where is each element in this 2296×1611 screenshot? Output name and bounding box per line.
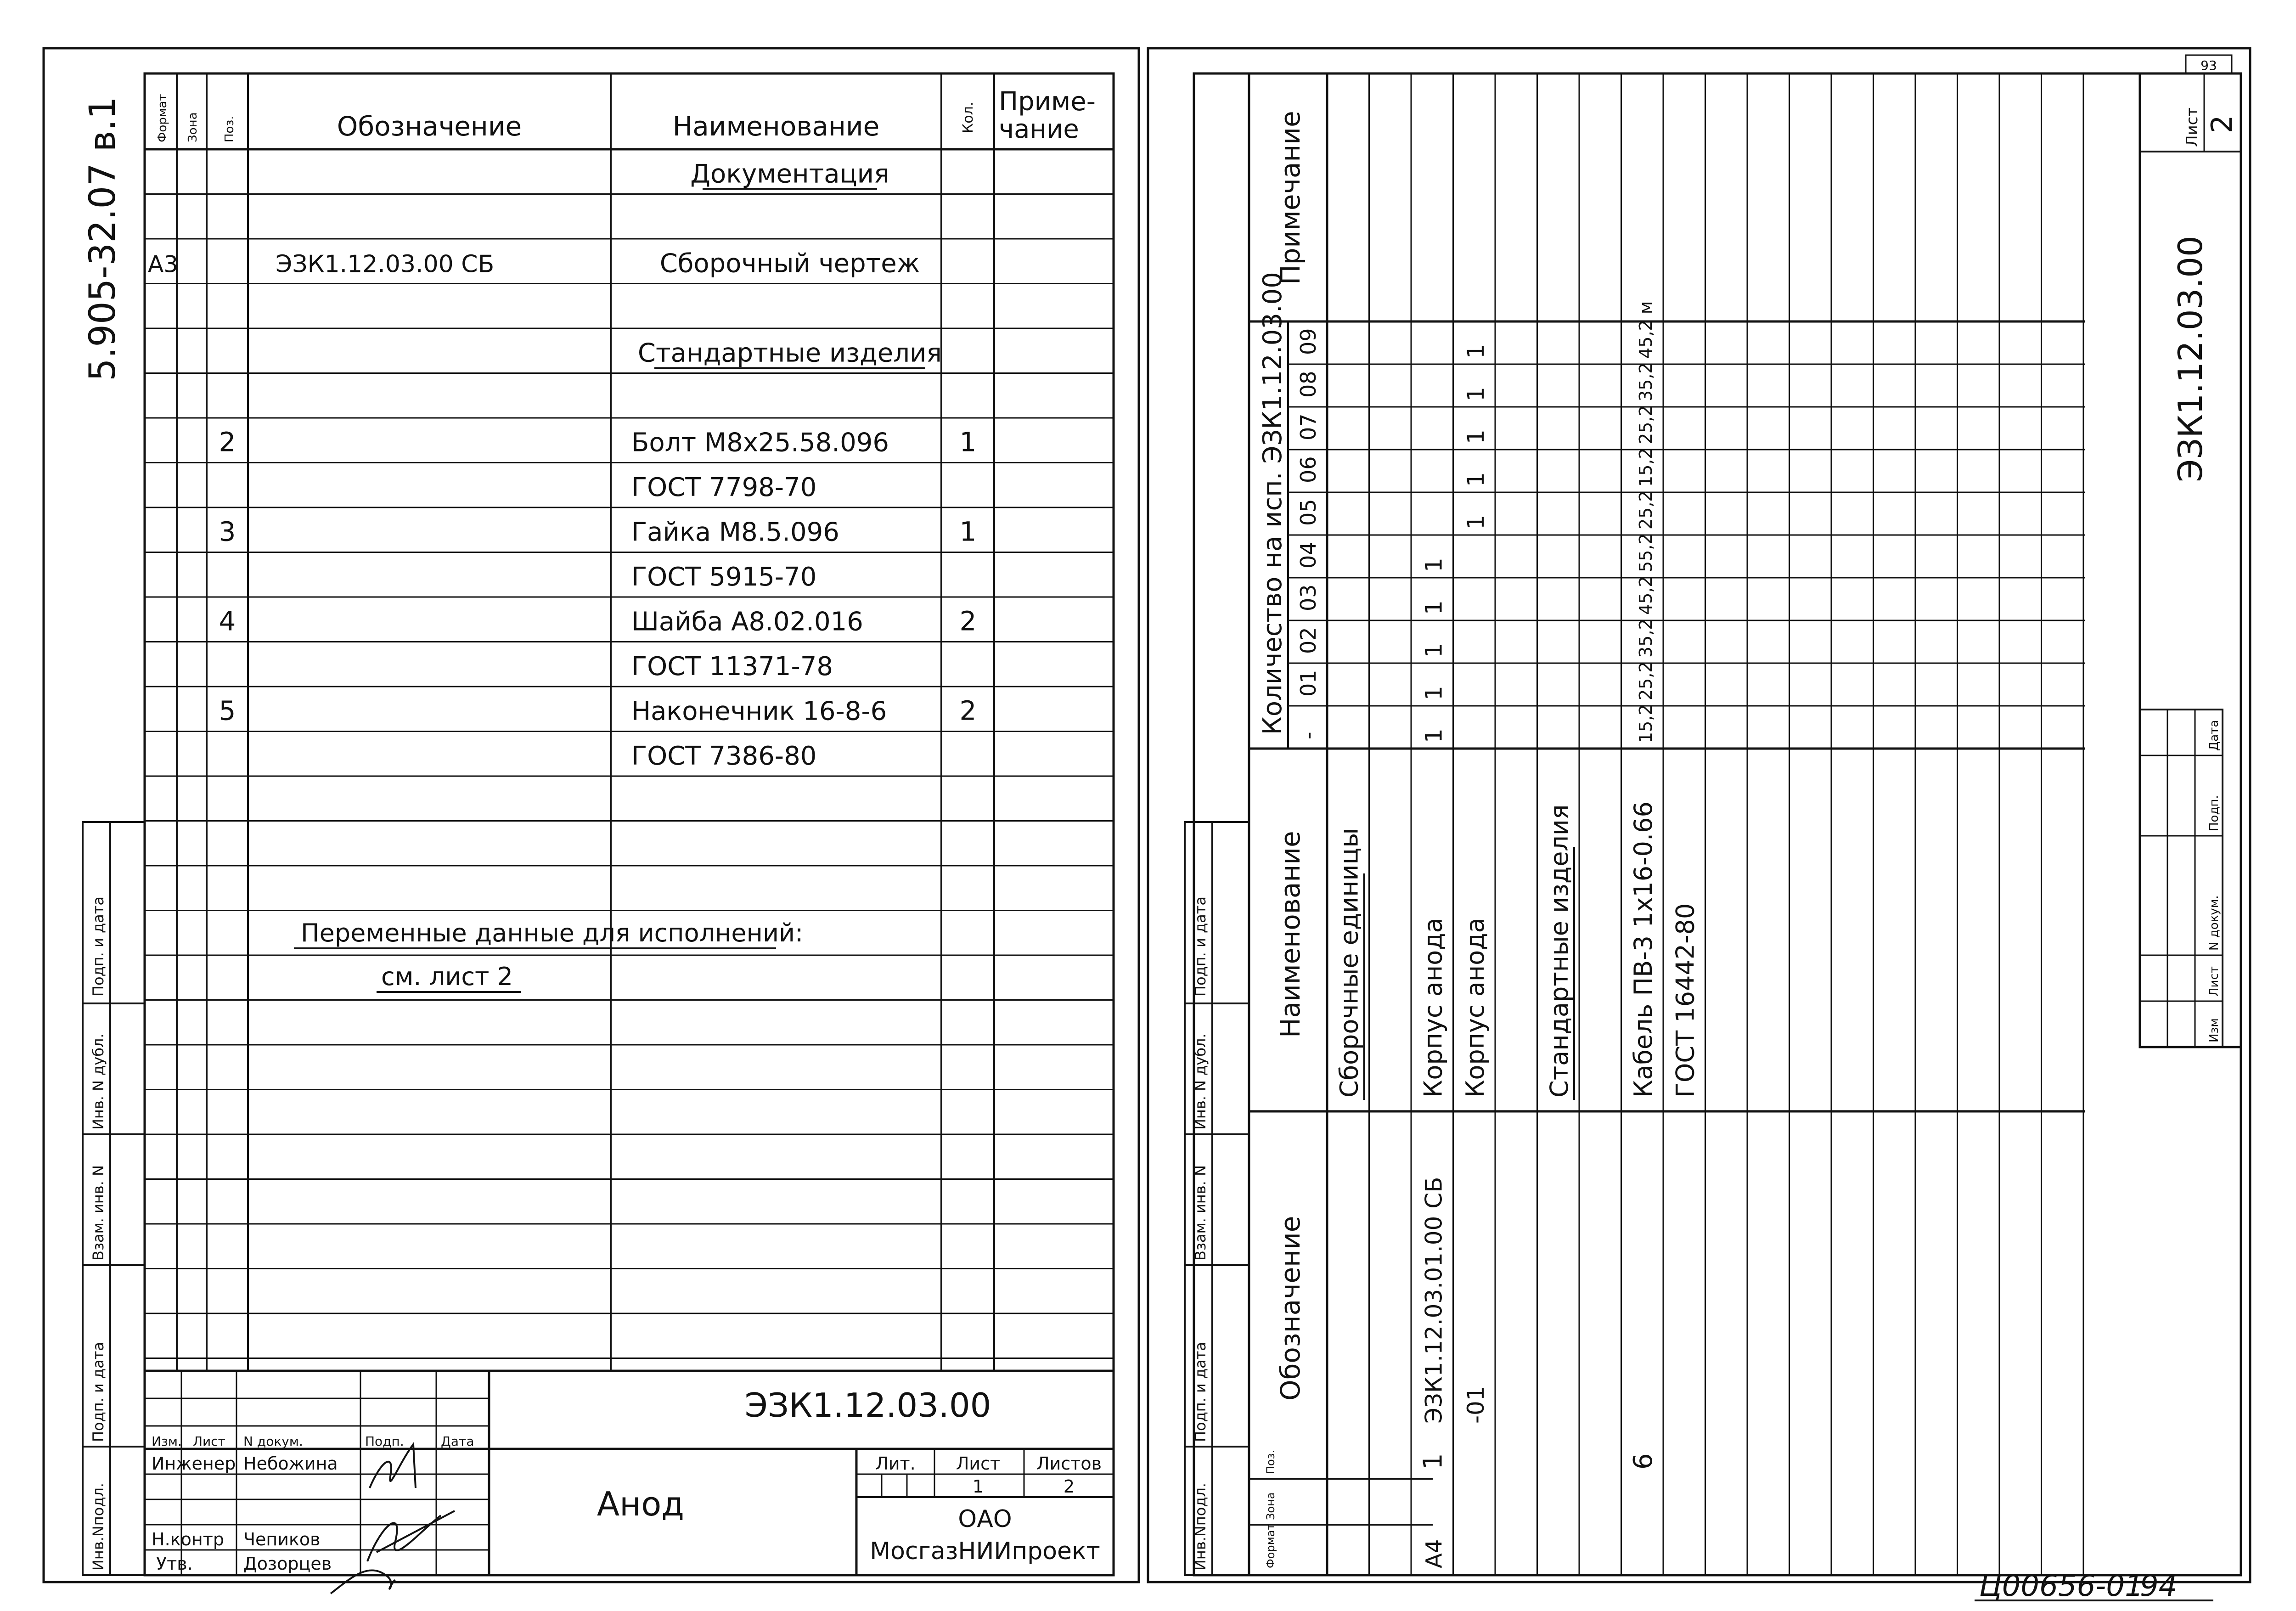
variant-header: 03 [1296,584,1321,611]
variant-header: 07 [1296,413,1321,440]
name-utv: Дозорцев [243,1554,332,1574]
r-col-header-designation: Обозначение [1275,1216,1306,1401]
stamp-podp-data-lower: Подп. и дата [90,1342,107,1442]
r-row-name: Корпус анода [1461,918,1490,1098]
r-tb-col-data: Дата [2207,720,2221,751]
r-tb-col-izm: Изм [2207,1018,2221,1042]
r-row-name: Стандартные изделия [1545,804,1574,1098]
product-name: Анод [597,1485,685,1523]
row-name: ГОСТ 5915-70 [631,562,817,592]
variant-header: 06 [1296,456,1321,483]
org-line2: МосгазНИИпроект [870,1538,1100,1565]
r-row-designation: ЭЗК1.12.03.01.00 СБ [1420,1177,1447,1424]
r-col-header-pos: Поз. [1264,1449,1277,1474]
doc-code: ЭЗК1.12.03.00 [744,1386,991,1425]
row-qty: 1 [959,426,977,458]
r-stamp-podp-data-lower: Подп. и дата [1192,1342,1209,1442]
right-list-value: 2 [2205,115,2239,133]
row-pos: 4 [219,605,236,637]
right-spec-table [1249,73,2085,1575]
variant-header: 04 [1296,541,1321,569]
variant-header: 09 [1296,328,1321,355]
sheets-value: 2 [1063,1476,1075,1497]
variant-header: 02 [1296,627,1321,654]
variable-data-note: Переменные данные для исполнений: [301,918,804,947]
role-utv: Утв. [156,1554,193,1574]
r-row-qty: 1 [1420,686,1447,700]
row-name: Шайба А8.02.016 [631,607,863,637]
role-nkontr: Н.контр [152,1529,224,1549]
row-pos: 2 [219,426,236,458]
r-row-name: Сборочные единицы [1334,828,1364,1098]
r-col-header-qty-title: Количество на исп. ЭЗК1.12.03.00 [1258,272,1288,735]
col-header-note-line2: чание [999,114,1079,144]
col-header-designation: Обозначение [337,111,522,142]
r-row-qty: 45,2 м [1636,301,1656,359]
sheet-value: 1 [972,1476,984,1497]
r-row-qty: 1 [1420,558,1447,572]
row-qty: 2 [959,695,977,727]
r-row-qty: 1 [1463,344,1489,359]
r-row-qty: 1 [1463,429,1489,444]
r-row-qty: 1 [1420,600,1447,615]
r-tb-col-ndokum: N докум. [2207,895,2221,951]
r-row-qty: 1 [1420,728,1447,743]
r-row-qty: 15,2 [1636,704,1656,743]
signature-engineer [370,1444,416,1488]
r-row-qty: 45,2 [1636,576,1656,615]
row-name: Стандартные изделия [637,338,942,368]
col-header-name: Наименование [672,111,880,142]
r-stamp-inv-podl: Инв.Nподл. [1192,1482,1209,1571]
r-row-qty: 1 [1420,643,1447,658]
variant-header: 01 [1296,670,1321,697]
r-col-header-format: Формат [1264,1523,1277,1568]
col-header-qty: Кол. [960,101,976,133]
row-name: Гайка М8.5.096 [631,517,839,547]
side-code: 5.905-32.07 в.1 [82,96,124,381]
row-name: Болт М8х25.58.096 [631,428,889,458]
r-row-qty: 35,2 [1636,362,1656,401]
right-spec-rows [1335,301,1700,1568]
variant-headers [1296,328,1321,739]
archive-number: Ц00656-01 [1979,1569,2144,1603]
sheet-label: Лист [956,1453,1001,1474]
r-row-qty: 35,2 [1636,619,1656,658]
col-header-pos: Поз. [223,116,236,142]
row-name: Документация [690,159,889,189]
r-col-header-zone: Зона [1264,1492,1277,1520]
signature-nkontr [367,1511,455,1561]
variant-header: 05 [1296,499,1321,526]
variant-header: - [1296,732,1321,739]
col-header-format: Формат [156,94,169,142]
row-qty: 1 [959,516,977,547]
row-name: ГОСТ 11371-78 [631,652,833,682]
left-sheet-frame [44,48,1139,1582]
row-name: ГОСТ 7798-70 [631,473,817,502]
sheets-label: Листов [1036,1453,1102,1474]
r-stamp-podp-data-upper: Подп. и дата [1192,896,1209,997]
tb-col-izm: Изм. [152,1434,182,1449]
row-format: А3 [148,251,179,278]
stamp-podp-data-upper: Подп. и дата [90,896,107,997]
r-col-header-name: Наименование [1275,831,1306,1038]
r-row-qty: 55,2 [1636,533,1656,572]
r-tb-col-podp: Подп. [2207,795,2221,831]
r-col-header-note: Примечание [1275,111,1306,285]
row-name: Наконечник 16-8-6 [631,696,887,727]
r-row-qty: 25,2 [1636,405,1656,444]
name-nkontr: Чепиков [243,1529,321,1549]
r-row-pos: 6 [1628,1453,1658,1470]
tb-col-podp: Подп. [365,1434,404,1449]
role-engineer: Инженер [152,1453,236,1474]
tb-col-ndokum: N докум. [243,1434,303,1449]
r-stamp-vzam-inv: Взам. инв. N [1192,1165,1209,1261]
stamp-inv-dubl: Инв. N дубл. [90,1033,107,1130]
col-header-zone: Зона [186,112,200,142]
col-header-note-line1: Приме- [999,87,1096,117]
lit-label: Лит. [875,1453,916,1474]
tb-col-list: Лист [193,1434,225,1449]
left-spec-rows [148,159,976,772]
r-row-name: Кабель ПВ-3 1х16-0.66 [1629,801,1658,1098]
r-stamp-inv-dubl: Инв. N дубл. [1192,1033,1209,1130]
row-name: Сборочный чертеж [659,248,920,279]
r-row-qty: 1 [1463,472,1489,487]
r-row-qty: 15,2 [1636,448,1656,487]
right-list-label: Лист [2183,107,2201,147]
row-pos: 5 [219,695,236,727]
row-qty: 2 [959,605,977,637]
see-sheet-note: см. лист 2 [381,962,513,991]
r-row-qty: 1 [1463,515,1489,529]
r-row-qty: 25,2 [1636,490,1656,529]
r-tb-col-list: Лист [2207,966,2221,997]
tb-col-data: Дата [441,1434,474,1449]
r-row-format: А4 [1421,1539,1447,1568]
variant-header: 08 [1296,371,1321,398]
name-engineer: Небожина [243,1453,338,1474]
stamp-vzam-inv: Взам. инв. N [90,1165,107,1261]
row-designation: ЭЗК1.12.03.00 СБ [276,250,495,278]
r-row-qty: 1 [1463,387,1489,401]
r-row-pos: 1 [1418,1453,1448,1470]
org-line1: ОАО [958,1505,1012,1533]
r-row-name: Корпус анода [1418,918,1448,1098]
right-sheet-frame [1148,48,2250,1582]
r-row-designation: -01 [1463,1386,1489,1424]
r-row-name: ГОСТ 16442-80 [1671,903,1700,1098]
page-number: 94 [2140,1569,2178,1603]
stamp-inv-podl: Инв.Nподл. [90,1482,107,1571]
right-doc-code: ЭЗК1.12.03.00 [2171,236,2210,482]
row-pos: 3 [219,516,236,547]
right-title-strip [2140,73,2241,1047]
r-row-qty: 25,2 [1636,661,1656,700]
row-name: ГОСТ 7386-80 [631,741,817,771]
sheet-number-top: 93 [2200,58,2217,73]
